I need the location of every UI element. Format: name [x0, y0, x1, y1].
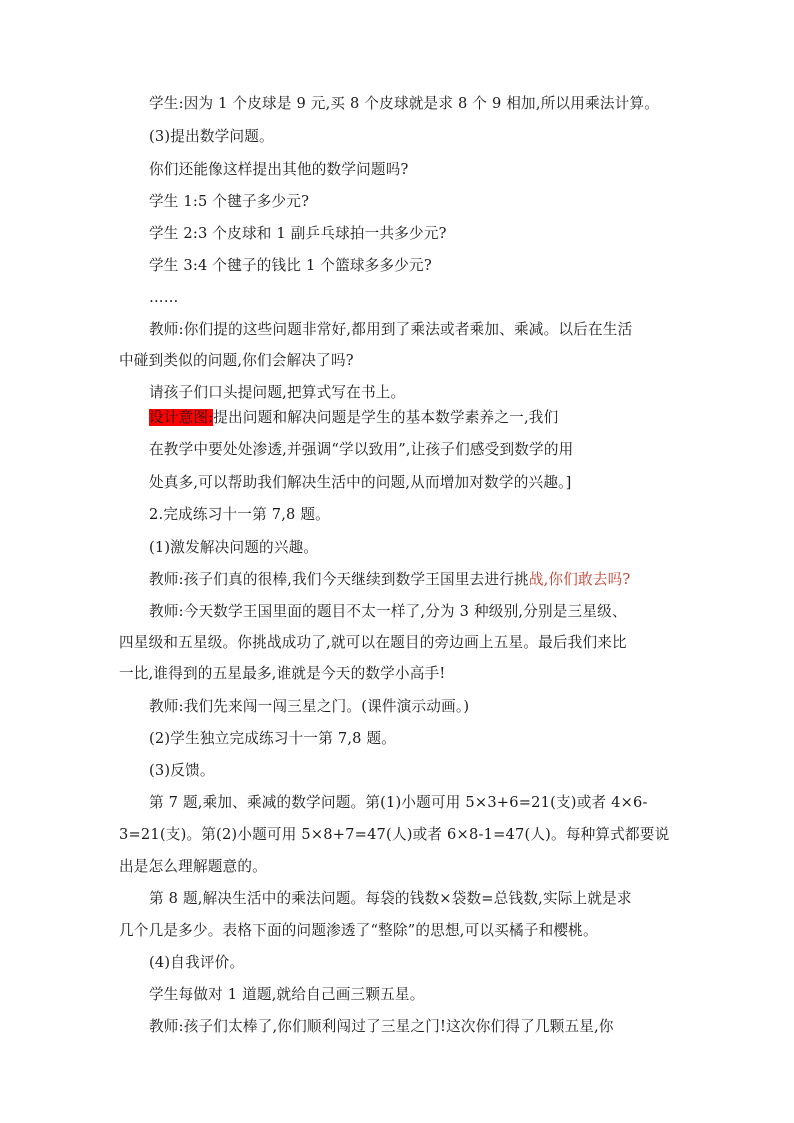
section-heading: (3)反馈。	[149, 762, 215, 779]
paragraph-line	[149, 570, 630, 590]
design-intent-line	[149, 408, 558, 428]
paragraph-line: 第 8 题,解决生活中的乘法问题。每袋的钱数×袋数=总钱数,实际上就是求	[149, 890, 632, 907]
paragraph-line: 出是怎么理解题意的。	[119, 858, 267, 875]
section-heading: (3)提出数学问题。	[149, 128, 274, 145]
paragraph-line: 教师:我们先来闯一闯三星之门。(课件演示动画。)	[149, 698, 470, 715]
paragraph-line: 四星级和五星级。你挑战成功了,就可以在题目的旁边画上五星。最后我们来比	[119, 634, 627, 651]
paragraph-line: 教师:今天数学王国里面的题目不太一样了,分为 3 种级别,分别是三星级、	[149, 603, 627, 620]
paragraph-line: 教师:孩子们太棒了,你们顺利闯过了三星之门!这次你们得了几颗五星,你	[149, 1018, 614, 1035]
teacher-text: 教师:孩子们真的很棒,我们今天继续到数学王国里去进行挑	[149, 571, 529, 588]
paragraph-line: 学生 1:5 个毽子多少元?	[149, 193, 310, 210]
paragraph-line: 几个几是多少。表格下面的问题渗透了“整除”的思想,可以买橘子和樱桃。	[119, 922, 598, 939]
document-page	[119, 0, 689, 1123]
paragraph-line: 教师:你们提的这些问题非常好,都用到了乘法或者乘加、乘减。以后在生活	[149, 321, 633, 338]
ellipsis-line: ……	[149, 289, 179, 306]
paragraph-line: 3=21(支)。第(2)小题可用 5×8+7=47(人)或者 6×8-1=47(人)。每种算式都要说	[119, 826, 670, 843]
paragraph-line: 处真多,可以帮助我们解决生活中的问题,从而增加对数学的兴趣。]	[149, 474, 572, 491]
teacher-text-highlight: 战,你们敢去吗?	[528, 571, 631, 588]
paragraph-line: 一比,谁得到的五星最多,谁就是今天的数学小高手!	[119, 665, 446, 682]
paragraph-line: 你们还能像这样提出其他的数学问题吗?	[149, 161, 409, 178]
paragraph-line: 学生:因为 1 个皮球是 9 元,买 8 个皮球就是求 8 个 9 相加,所以用乘法计算。	[149, 95, 660, 112]
design-intent-label: 设计意图:	[149, 409, 214, 426]
paragraph-line: 学生每做对 1 道题,就给自己画三颗五星。	[149, 986, 425, 1003]
section-heading: (2)学生独立完成练习十一第 7,8 题。	[149, 730, 397, 747]
paragraph-line: 学生 2:3 个皮球和 1 副乒乓球拍一共多少元?	[149, 225, 447, 242]
paragraph-line: 中碰到类似的问题,你们会解决了吗?	[119, 352, 354, 369]
paragraph-line: 在教学中要处处渗透,并强调“学以致用”,让孩子们感受到数学的用	[149, 441, 574, 458]
paragraph-line: 请孩子们口头提问题,把算式写在书上。	[149, 384, 406, 401]
section-heading: (1)激发解决问题的兴趣。	[149, 539, 319, 556]
design-intent-text: 提出问题和解决问题是学生的基本数学素养之一,我们	[213, 409, 559, 426]
paragraph-line: 学生 3:4 个毽子的钱比 1 个篮球多多少元?	[149, 257, 432, 274]
section-heading: 2.完成练习十一第 7,8 题。	[149, 506, 330, 523]
paragraph-line: 第 7 题,乘加、乘减的数学问题。第(1)小题可用 5×3+6=21(支)或者 4×6-	[149, 794, 648, 811]
section-heading: (4)自我评价。	[149, 954, 245, 971]
